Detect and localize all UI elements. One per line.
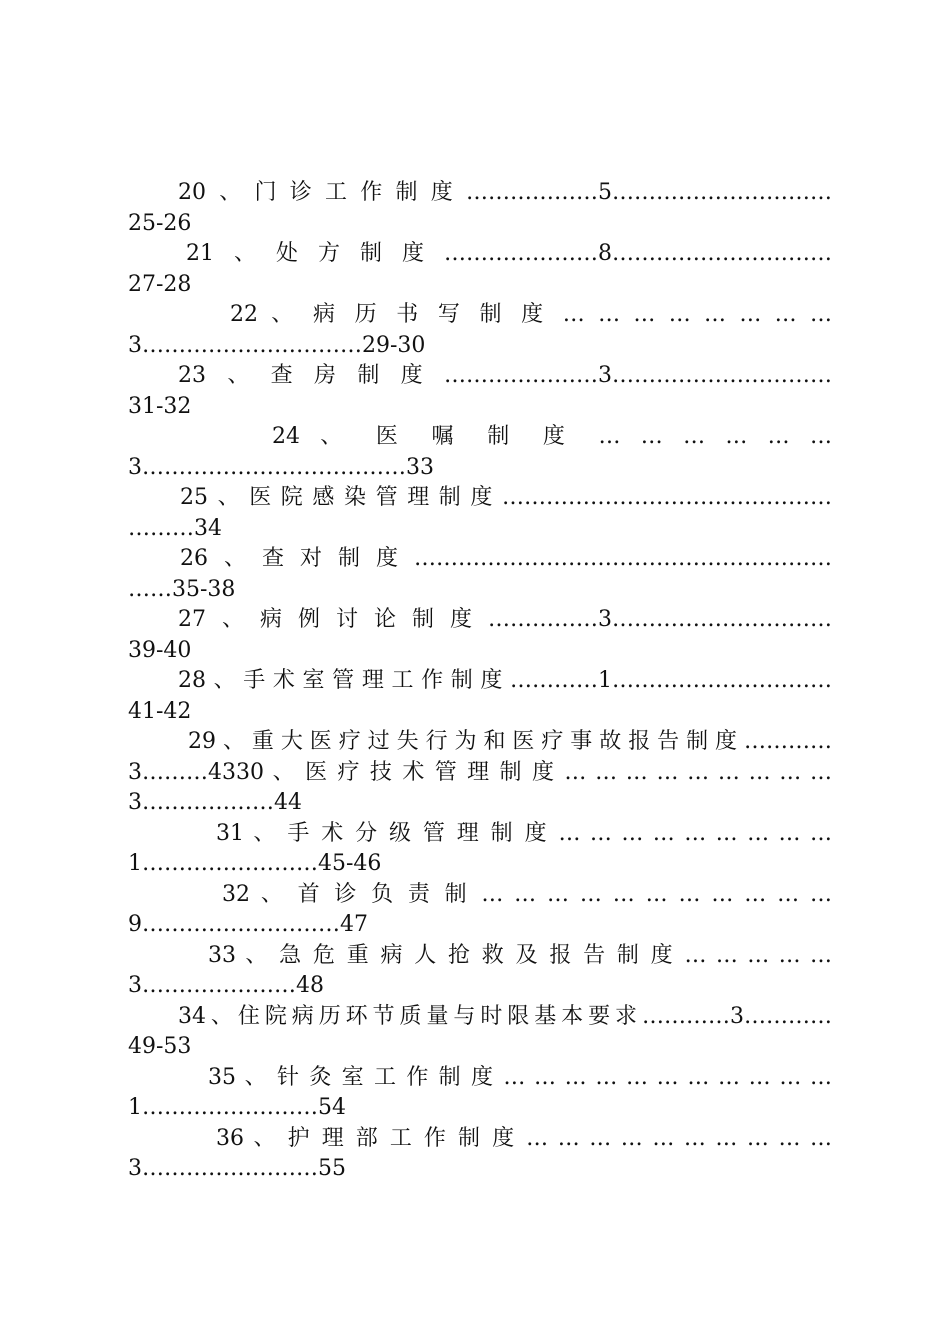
toc-page-range: 31-32 <box>128 394 192 419</box>
toc-entry-35: 35 、 针 灸 室 工 作 制 度 … … … … … … … … … … … <box>208 1065 832 1090</box>
toc-entry-26: 26、查对制度………………………………………………… <box>180 546 832 571</box>
toc-entry-27: 27、病例讨论制度……………3………………………… <box>178 607 832 632</box>
toc-entry-23: 23、查房制度…………………3………………………… <box>178 363 832 388</box>
toc-entry-29: 29、重大医疗过失行为和医疗事故报告制度………… <box>188 729 832 754</box>
toc-entry-20: 20、门诊工作制度………………5………………………… <box>178 180 832 205</box>
toc-page-range: 41-42 <box>128 699 192 724</box>
toc-page-range: 3……………………55 <box>128 1156 346 1181</box>
toc-page-range: 1……………………45-46 <box>128 851 382 876</box>
toc-entry-21: 21、处方制度…………………8………………………… <box>186 241 832 266</box>
toc-entry-30: 3………4330 、 医 疗 技 术 管 理 制 度 … … … … … … … … … <box>128 760 832 785</box>
toc-entry-22: 22 、 病 历 书 写 制 度 … … … … … … … … <box>230 302 832 327</box>
toc-page-range: 3………………………………33 <box>128 455 434 480</box>
toc-page-range: 3…………………………29-30 <box>128 333 426 358</box>
toc-entry-32: 32 、 首 诊 负 责 制 … … … … … … … … … … … <box>222 882 832 907</box>
toc-page-range: 3………………44 <box>128 790 302 815</box>
toc-page-range: 3…………………48 <box>128 973 324 998</box>
toc-entry-28: 28、手术室管理工作制度…………1………………………… <box>178 668 832 693</box>
toc-page-range: ………34 <box>128 516 222 541</box>
toc-entry-24: 24 、 医 嘱 制 度 … … … … … … <box>272 424 832 449</box>
toc-page-range: 27-28 <box>128 272 192 297</box>
toc-entry-34: 34、住院病历环节质量与时限基本要求…………3………… <box>178 1004 832 1029</box>
toc-page-range: 49-53 <box>128 1034 192 1059</box>
toc-entry-25: 25、医院感染管理制度……………………………………… <box>180 485 832 510</box>
toc-entry-31: 31 、 手 术 分 级 管 理 制 度 … … … … … … … … … <box>216 821 832 846</box>
toc-page-range: 1……………………54 <box>128 1095 346 1120</box>
toc-page-range: 39-40 <box>128 638 192 663</box>
toc-page-range: 25-26 <box>128 211 192 236</box>
toc-entry-36: 36 、 护 理 部 工 作 制 度 … … … … … … … … … … <box>216 1126 832 1151</box>
toc-page-range: ……35-38 <box>128 577 236 602</box>
toc-entry-33: 33 、 急 危 重 病 人 抢 救 及 报 告 制 度 … … … … … <box>208 943 832 968</box>
toc-page-range: 9………………………47 <box>128 912 368 937</box>
